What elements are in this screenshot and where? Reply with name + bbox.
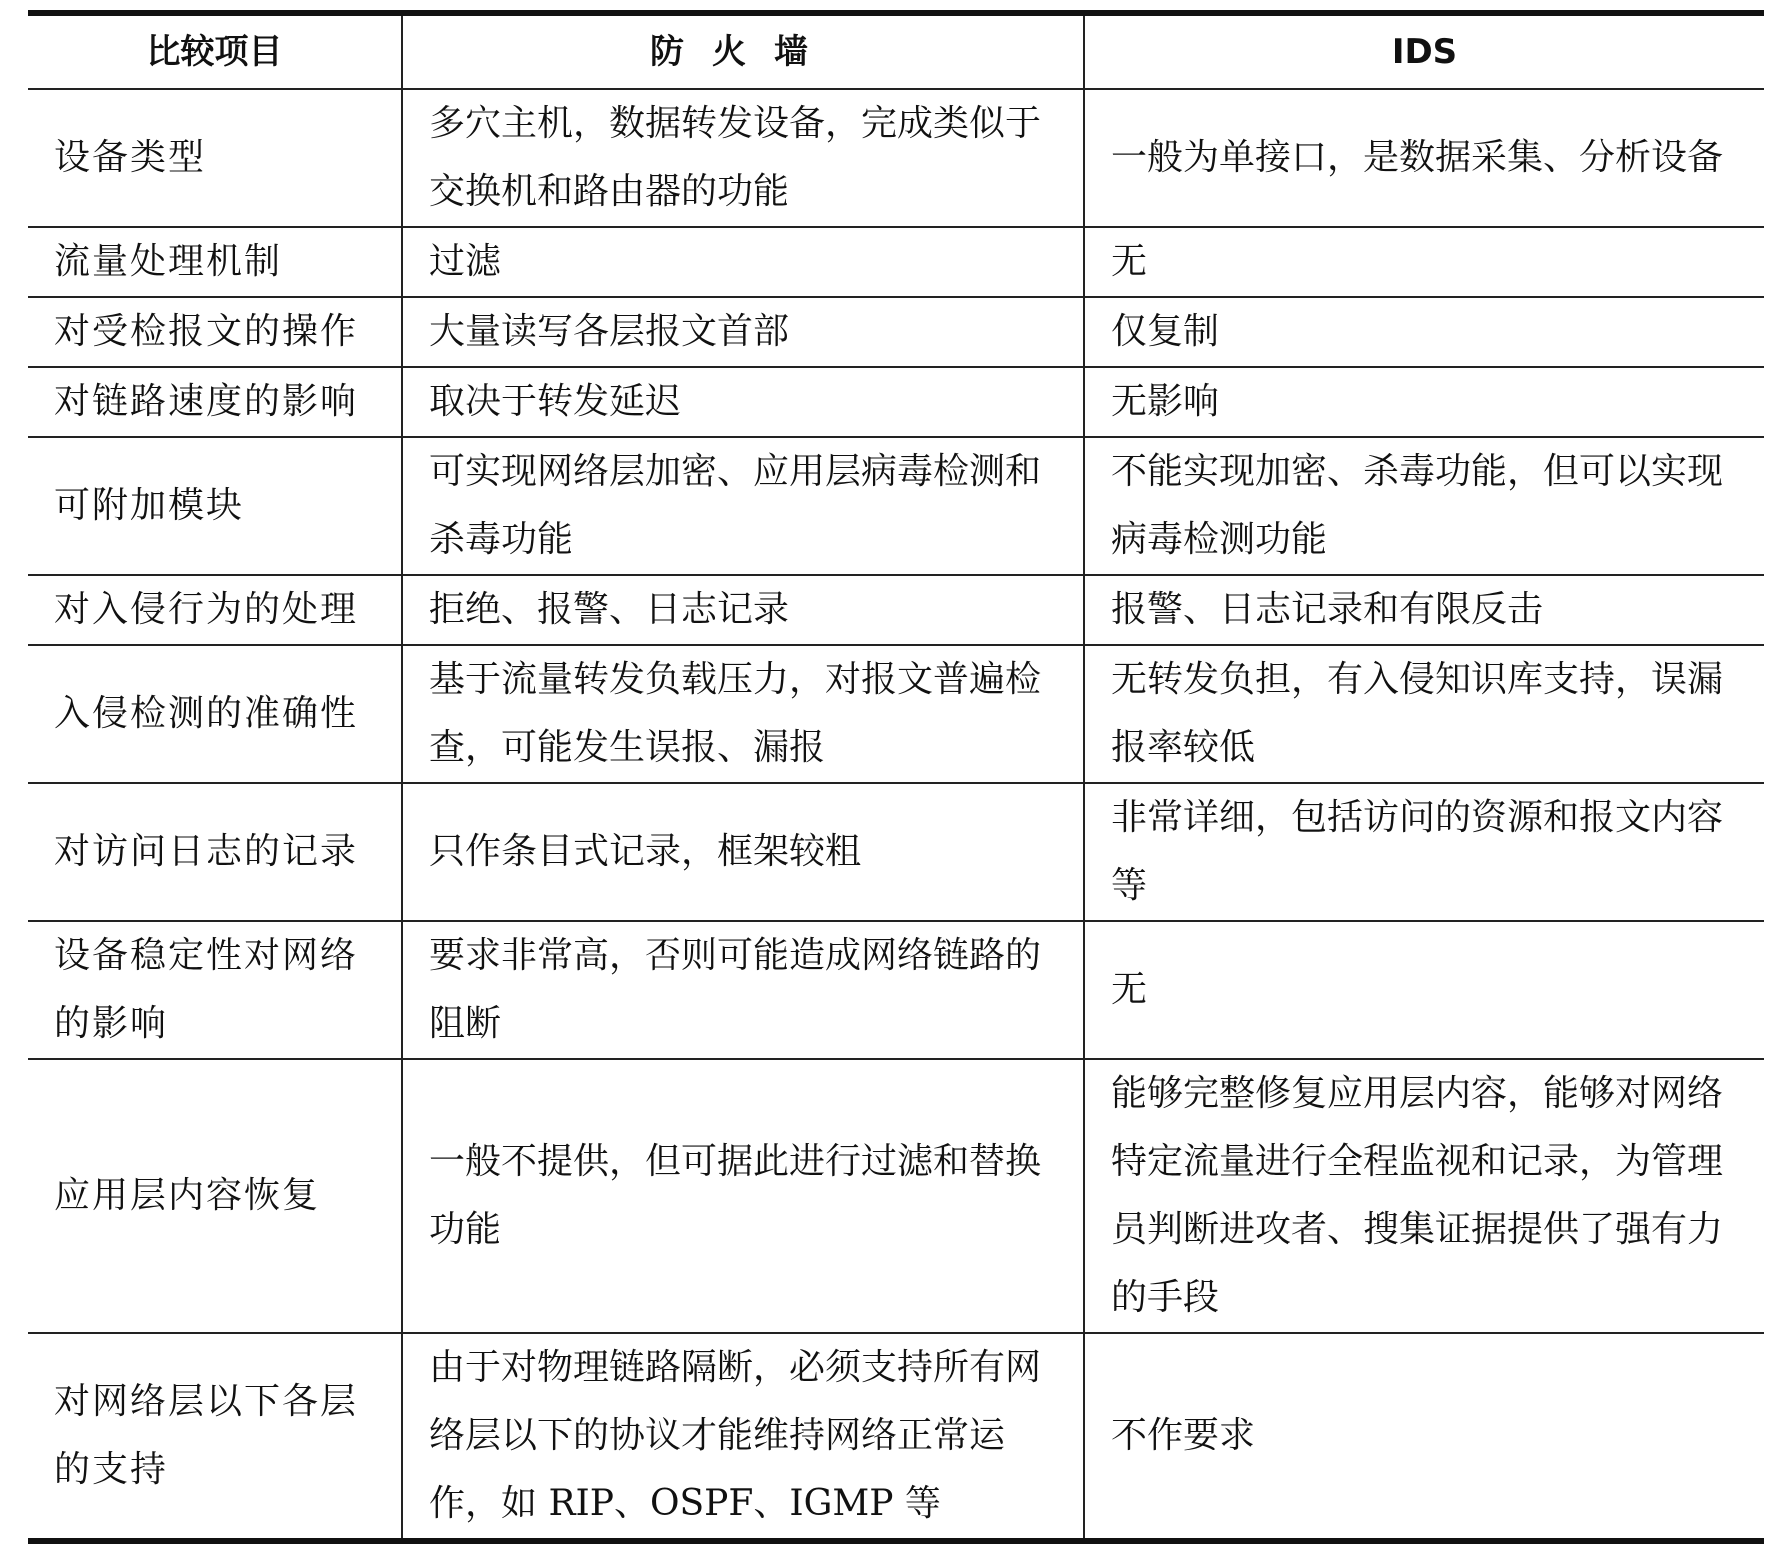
table-row [28, 297, 1764, 367]
row-firewall: 多穴主机，数据转发设备，完成类似于交换机和路由器的功能 [402, 89, 1084, 227]
row-firewall: 一般不提供，但可据此进行过滤和替换功能 [402, 1059, 1084, 1333]
table-header [28, 13, 1764, 89]
row-ids: 能够完整修复应用层内容，能够对网络特定流量进行全程监视和记录，为管理员判断进攻者、搜集证据提供了强有力的手段 [1084, 1059, 1764, 1333]
header-item: 比较项目 [146, 32, 283, 72]
table-row [28, 89, 1764, 227]
row-item: 对链路速度的影响 [28, 367, 402, 437]
row-item: 设备稳定性对网络的影响 [28, 921, 402, 1059]
row-ids: 一般为单接口，是数据采集、分析设备 [1084, 89, 1764, 227]
row-item: 可附加模块 [28, 437, 402, 575]
row-firewall: 取决于转发延迟 [402, 367, 1084, 437]
row-ids: 无 [1084, 227, 1764, 297]
comparison-table [28, 10, 1764, 1544]
row-ids: 非常详细，包括访问的资源和报文内容等 [1084, 783, 1764, 921]
row-item: 对访问日志的记录 [28, 783, 402, 921]
header-firewall: 防火墙 [402, 13, 1084, 89]
row-firewall: 可实现网络层加密、应用层病毒检测和杀毒功能 [402, 437, 1084, 575]
table-row [28, 367, 1764, 437]
row-firewall: 要求非常高，否则可能造成网络链路的阻断 [402, 921, 1084, 1059]
row-item: 应用层内容恢复 [28, 1059, 402, 1333]
row-firewall: 只作条目式记录，框架较粗 [402, 783, 1084, 921]
row-firewall: 大量读写各层报文首部 [402, 297, 1084, 367]
table-row [28, 1333, 1764, 1541]
row-item: 对网络层以下各层的支持 [28, 1333, 402, 1541]
table-row [28, 783, 1764, 921]
row-firewall: 过滤 [402, 227, 1084, 297]
row-ids: 无 [1084, 921, 1764, 1059]
table-row [28, 921, 1764, 1059]
table-row [28, 645, 1764, 783]
row-firewall: 基于流量转发负载压力，对报文普遍检查，可能发生误报、漏报 [402, 645, 1084, 783]
table-row [28, 575, 1764, 645]
header-row [28, 13, 1764, 89]
row-firewall: 由于对物理链路隔断，必须支持所有网络层以下的协议才能维持网络正常运作，如 RIP、OSPF、IGMP 等 [402, 1333, 1084, 1541]
row-ids: 无转发负担，有入侵知识库支持，误漏报率较低 [1084, 645, 1764, 783]
row-item: 对受检报文的操作 [28, 297, 402, 367]
row-item: 入侵检测的准确性 [28, 645, 402, 783]
row-firewall: 拒绝、报警、日志记录 [402, 575, 1084, 645]
table-body [28, 89, 1764, 1541]
row-ids: 无影响 [1084, 367, 1764, 437]
header-ids: IDS [1084, 13, 1764, 89]
table-row [28, 227, 1764, 297]
row-item: 流量处理机制 [28, 227, 402, 297]
row-ids: 报警、日志记录和有限反击 [1084, 575, 1764, 645]
row-ids: 不作要求 [1084, 1333, 1764, 1541]
row-item: 设备类型 [28, 89, 402, 227]
row-ids: 不能实现加密、杀毒功能，但可以实现病毒检测功能 [1084, 437, 1764, 575]
row-item: 对入侵行为的处理 [28, 575, 402, 645]
row-ids: 仅复制 [1084, 297, 1764, 367]
table-row [28, 437, 1764, 575]
table-row [28, 1059, 1764, 1333]
